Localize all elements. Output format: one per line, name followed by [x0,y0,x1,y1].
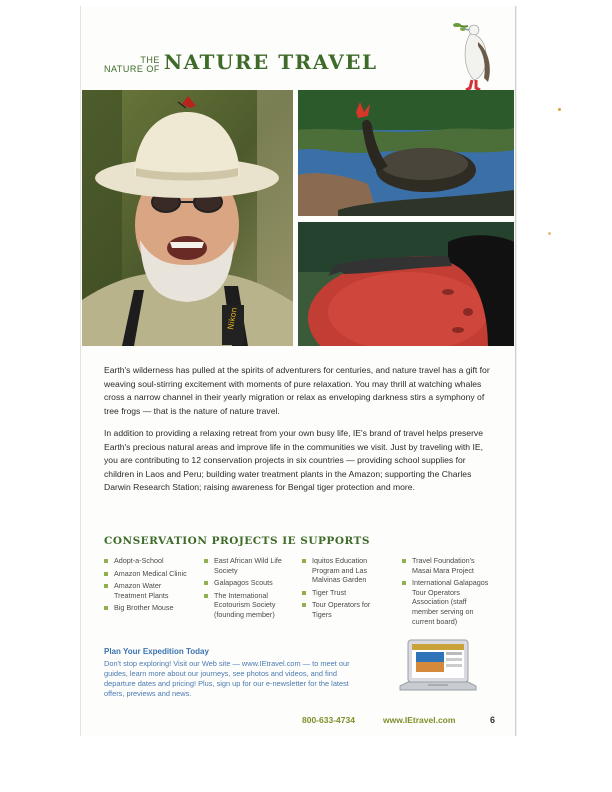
booby-bird-illustration [446,18,498,98]
list-item: Amazon Water Treatment Plants [104,581,194,600]
list-item: East African Wild Life Society [204,556,292,575]
laptop-website-icon [398,638,478,700]
heading-prefix-line1: THE [140,55,160,65]
list-item: Adopt-a-School [104,556,194,566]
photo-frigatebird [298,222,514,346]
list-item: Tiger Trust [302,588,390,598]
list-item: International Galapagos Tour Operators Association (staff member serving on current board) [402,578,494,626]
plan-expedition-heading: Plan Your Expedition Today [104,647,209,656]
conservation-column-1 [104,556,194,616]
body-copy [104,364,492,504]
conservation-column-2 [204,556,292,623]
list-item: Iquitos Education Program and Las Malvinas Garden [302,556,390,585]
heading-prefix-line2: NATURE OF [104,64,160,74]
photo-turtle [298,90,514,216]
footer-website[interactable]: www.IEtravel.com [383,715,456,725]
conservation-column-3 [302,556,390,623]
conservation-column-4 [402,556,494,629]
list-item: Big Brother Mouse [104,603,194,613]
paper-speck [558,108,561,111]
list-item: Travel Foundation's Masai Mara Project [402,556,494,575]
svg-text:Nikon: Nikon [226,306,239,331]
heading-prefix [104,56,160,74]
photo-man-with-hat [82,90,293,346]
body-paragraph-2: In addition to providing a relaxing retreat from your own busy life, IE's brand of travel helps preserve Earth's precious natural areas and improve life in the communities we visit. Just by traveling with IE, you are contributing to 12 conservation projects in six countries — providing school supplies for children in Laos and Peru; building water treatment plants in the Amazon; supporting the Charles Darwin Research Station; raising awareness for Bengal tiger protection and more. [104,428,484,492]
list-item: Amazon Medical Clinic [104,569,194,579]
conservation-heading: CONSERVATION PROJECTS IE SUPPORTS [104,535,370,547]
page-heading [104,50,378,74]
body-paragraph-1: Earth's wilderness has pulled at the spirits of adventurers for centuries, and nature travel has a gift for weaving soul-stirring excitement with moments of pure relaxation. You may thrill at watching whales cross a narrow channel in their yearly migration or relax as enveloping darkness stirs a symphony of tree frogs — that is the nature of nature travel. [104,365,490,416]
list-item: The International Ecotourism Society (founding member) [204,591,292,620]
page-number: 6 [490,715,496,725]
plan-expedition-text: Don't stop exploring! Visit our Web site — www.IEtravel.com — to meet our guides, learn more about our journeys, see photos and videos, and find departure dates and pricing! Plus, sign up for our e-newsletter for the latest offers, previews and news. [104,659,350,698]
footer-phone: 800-633-4734 [302,715,355,725]
page-title: NATURE TRAVEL [163,50,378,74]
paper-speck [548,232,551,235]
list-item: Tour Operators for Tigers [302,600,390,619]
list-item: Galapagos Scouts [204,578,292,588]
